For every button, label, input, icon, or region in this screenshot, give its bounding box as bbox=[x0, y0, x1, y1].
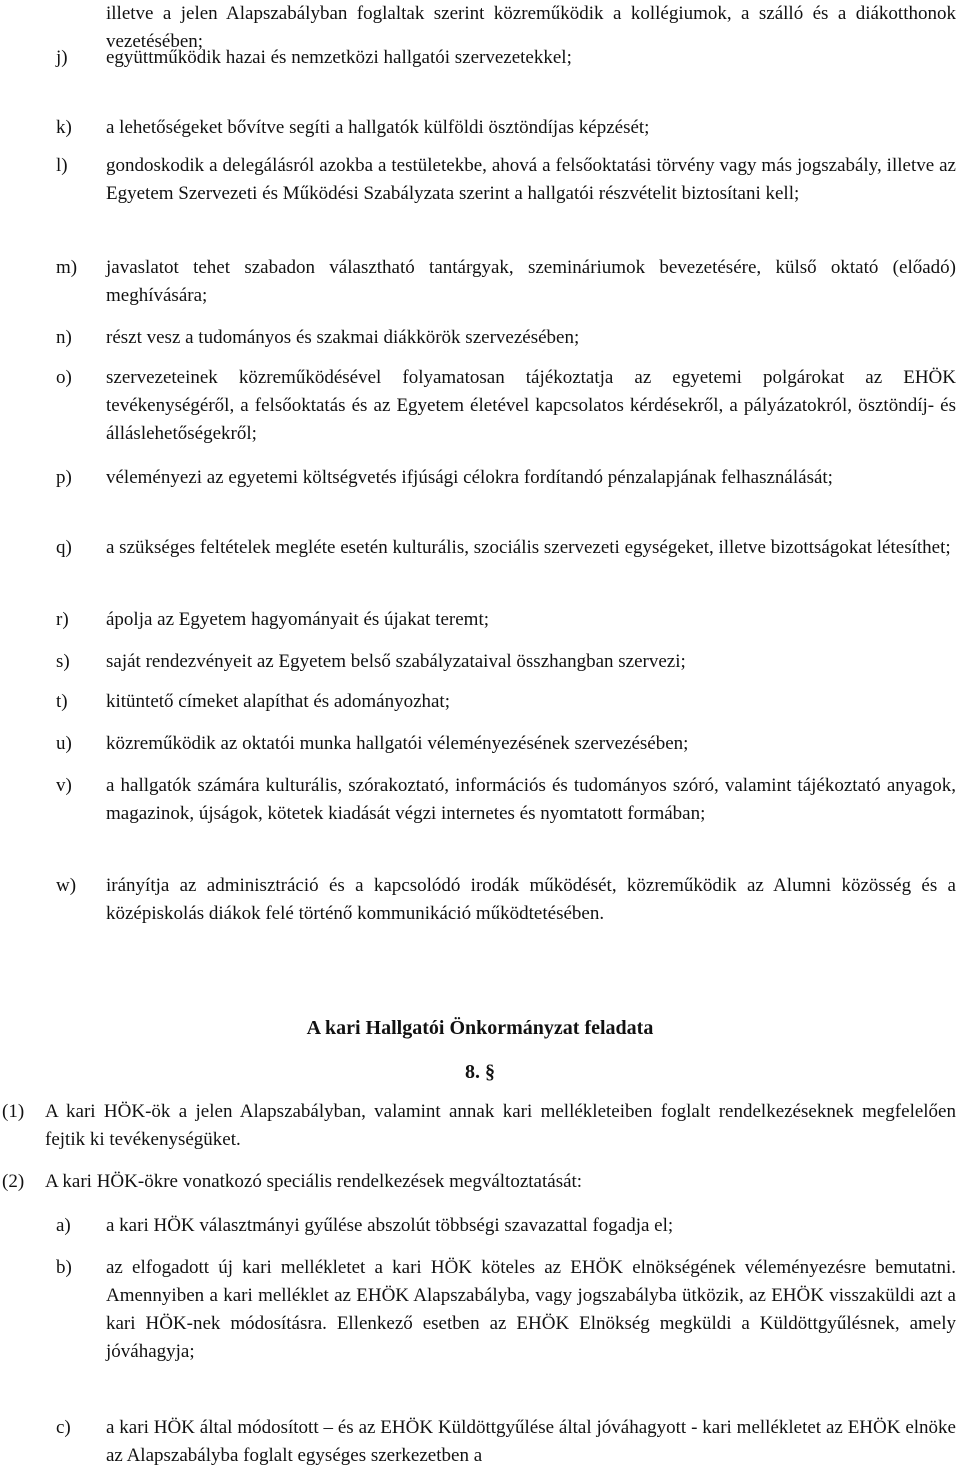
list-item-marker: r) bbox=[56, 609, 69, 630]
list-item-marker: o) bbox=[56, 367, 72, 388]
list-item-marker: s) bbox=[56, 651, 70, 672]
list-item-text: a lehetőségeket bővítve segíti a hallgatók külföldi ösztöndíjas képzését; bbox=[106, 117, 650, 138]
sub-item-text: a kari HÖK választmányi gyűlése abszolút többségi szavazattal fogadja el; bbox=[106, 1215, 674, 1236]
list-item-marker: q) bbox=[56, 537, 72, 558]
list-item-marker: n) bbox=[56, 327, 72, 348]
sub-item-marker: c) bbox=[56, 1417, 71, 1438]
sub-item-marker: a) bbox=[56, 1215, 71, 1236]
list-item-marker: w) bbox=[56, 875, 77, 896]
paragraph-marker: (1) bbox=[2, 1101, 25, 1122]
section-symbol: § bbox=[485, 1061, 495, 1083]
list-item-marker: j) bbox=[56, 47, 68, 68]
list-item-text: szervezeteinek közreműködésével folyamatosan tájékoztatja az egyetemi polgárokat az EHÖK tevékenységéről, a felsőoktatás és az Egyetem életével kapcsolatos kérdésekről, a pályázatokról, ösztöndíj- és álláslehetőségekről; bbox=[106, 367, 956, 444]
section-heading: A kari Hallgatói Önkormányzat feladata bbox=[306, 1017, 654, 1039]
list-item-marker: m) bbox=[56, 257, 78, 278]
list-item-text: saját rendezvényeit az Egyetem belső szabályzataival összhangban szervezi; bbox=[106, 651, 686, 672]
list-item-marker: p) bbox=[56, 467, 72, 488]
list-item-text: irányítja az adminisztráció és a kapcsolódó irodák működését, közreműködik az Alumni közösség és a középiskolás diákok felé történő kommunikáció működtetésében. bbox=[106, 875, 956, 924]
list-item-text: közreműködik az oktatói munka hallgatói véleményezésének szervezésében; bbox=[106, 733, 689, 754]
list-item-text: véleményezi az egyetemi költségvetés ifjúsági célokra fordítandó pénzalapjának felhasználását; bbox=[106, 467, 833, 488]
section-number bbox=[0, 1058, 960, 1086]
list-item-marker: l) bbox=[56, 155, 68, 176]
sub-item-marker: b) bbox=[56, 1257, 72, 1278]
list-item-marker: k) bbox=[56, 117, 72, 138]
list-item-text: illetve a jelen Alapszabályban foglaltak szerint közreműködik a kollégiumok, a szálló és a diákotthonok vezetésében; bbox=[106, 3, 956, 52]
list-item-marker: u) bbox=[56, 733, 72, 754]
paragraph-text: A kari HÖK-ökre vonatkozó speciális rendelkezések megváltoztatását: bbox=[45, 1171, 583, 1192]
section-number-value: 8. bbox=[465, 1061, 480, 1083]
list-item-text: a szükséges feltételek megléte esetén kulturális, szociális szervezeti egységeket, illetve bizottságokat létesíthet; bbox=[106, 537, 951, 558]
list-item-marker: v) bbox=[56, 775, 72, 796]
list-item-text: részt vesz a tudományos és szakmai diákkörök szervezésében; bbox=[106, 327, 580, 348]
list-item-text: ápolja az Egyetem hagyományait és újakat teremt; bbox=[106, 609, 490, 630]
paragraph-text: A kari HÖK-ök a jelen Alapszabályban, valamint annak kari mellékleteiben foglalt rendelkezéseknek megfelelően fejtik ki tevékenységüket. bbox=[45, 1101, 956, 1150]
list-item-marker: t) bbox=[56, 691, 68, 712]
sub-item-text: a kari HÖK által módosított – és az EHÖK Küldöttgyűlése által jóváhagyott - kari mellékletet az EHÖK elnöke az Alapszabályba foglalt egységes szerkezetben a bbox=[106, 1417, 956, 1466]
list-item-text: javaslatot tehet szabadon választható tantárgyak, szemináriumok bevezetésére, külső oktató (előadó) meghívására; bbox=[106, 257, 956, 306]
list-item-text: gondoskodik a delegálásról azokba a testületekbe, ahová a felsőoktatási törvény vagy más jogszabály, illetve az Egyetem Szervezeti és Működési Szabályzata szerint a hallgatói részvételit biztosítani kell; bbox=[106, 155, 956, 204]
paragraph-marker: (2) bbox=[2, 1171, 25, 1192]
list-item-text: együttműködik hazai és nemzetközi hallgatói szervezetekkel; bbox=[106, 47, 572, 68]
list-item-text: a hallgatók számára kulturális, szórakoztató, információs és tudományos szóró, valamint tájékoztató anyagok, magazinok, újságok, kötetek kiadását végzi internetes és nyomtatott formában; bbox=[106, 775, 956, 824]
sub-item-text: az elfogadott új kari mellékletet a kari HÖK köteles az EHÖK elnökségének véleményezésre bemutatni. Amennyiben a kari melléklet az EHÖK Alapszabályba, vagy jogszabályba ütközik, az EHÖK visszaküldi azt a kari HÖK-nek módosításra. Ellenkező esetben az EHÖK Elnökség megküldi a Küldöttgyűlésnek, amely jóváhagyja; bbox=[106, 1257, 956, 1362]
list-item-text: kitüntető címeket alapíthat és adományozhat; bbox=[106, 691, 450, 712]
